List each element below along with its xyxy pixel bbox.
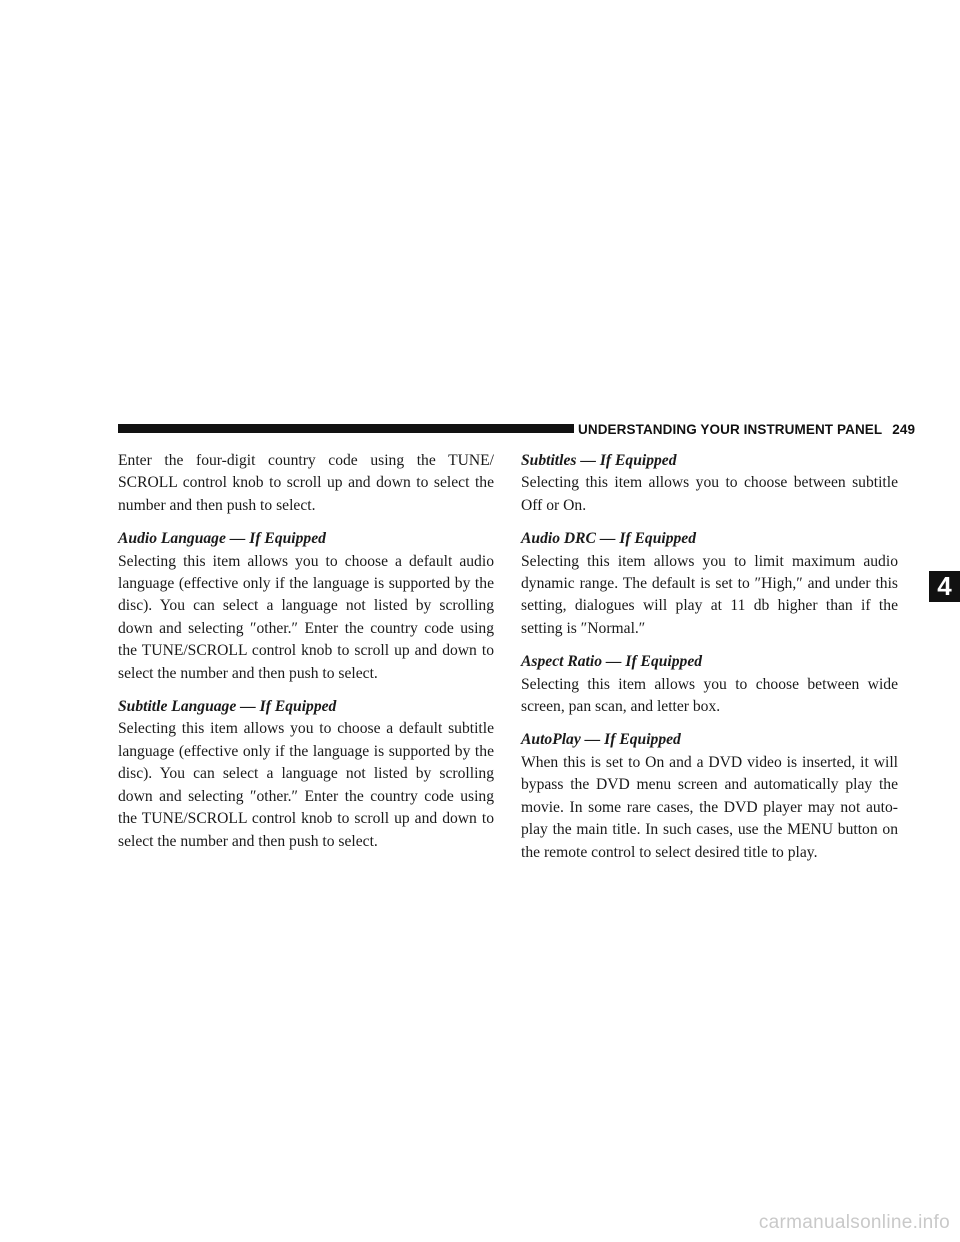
header-title: UNDERSTANDING YOUR INSTRUMENT PANEL — [578, 422, 883, 437]
section-body: Selecting this item allows you to choose between subtitle Off or On. — [521, 474, 898, 514]
section-audio-drc — [521, 528, 898, 640]
section-body: Selecting this item allows you to choose a default subtitle language (effective only if the language is supported by the disc). You can select a language not listed by scrolling down and selecting ″other.″ Enter the country code using the TUNE/SCROLL control knob to scroll up and down to select the number and then push to select. — [118, 720, 494, 850]
section-subtitle-language — [118, 696, 494, 853]
section-body: When this is set to On and a DVD video is inserted, it will bypass the DVD menu screen and automatically play the movie. In some rare cases, the DVD player may not auto-play the main title. In such cases, use the MENU button on the remote control to select desired title to play. — [521, 753, 898, 861]
left-column — [118, 450, 494, 864]
section-heading: Subtitle Language — If Equipped — [118, 698, 337, 716]
section-body: Selecting this item allows you to choose between wide screen, pan scan, and letter box. — [521, 675, 898, 716]
site-watermark: carmanualsonline.info — [758, 1212, 950, 1233]
section-audio-language — [118, 528, 494, 685]
section-heading: Subtitles — If Equipped — [521, 452, 677, 469]
right-column — [521, 450, 898, 875]
page-number: 249 — [892, 422, 916, 437]
section-heading: Audio DRC — If Equipped — [521, 530, 697, 548]
header-rule — [118, 424, 574, 433]
section-heading: Aspect Ratio — If Equipped — [521, 653, 703, 671]
section-subtitles — [521, 450, 898, 517]
intro-paragraph: Enter the four-digit country code using the TUNE/ SCROLL control knob to scroll up and down to select the number and then push to select. — [118, 452, 494, 514]
section-body: Selecting this item allows you to choose a default audio language (effective only if the language is supported by the disc). You can select a language not listed by scrolling down and selecting ″other.″ Enter the country code using the TUNE/SCROLL control knob to scroll up and down to select the number and then push to select. — [118, 552, 494, 682]
section-aspect-ratio — [521, 651, 898, 718]
section-body: Selecting this item allows you to limit maximum audio dynamic range. The default is set to ″High,″ and under this setting, dialogues will play at 11 db higher than if the setting is ″Normal.″ — [521, 552, 898, 637]
chapter-tab: 4 — [929, 571, 960, 602]
section-heading: Audio Language — If Equipped — [118, 530, 326, 548]
section-heading: AutoPlay — If Equipped — [521, 731, 681, 749]
section-autoplay — [521, 729, 898, 863]
running-header — [578, 422, 915, 437]
